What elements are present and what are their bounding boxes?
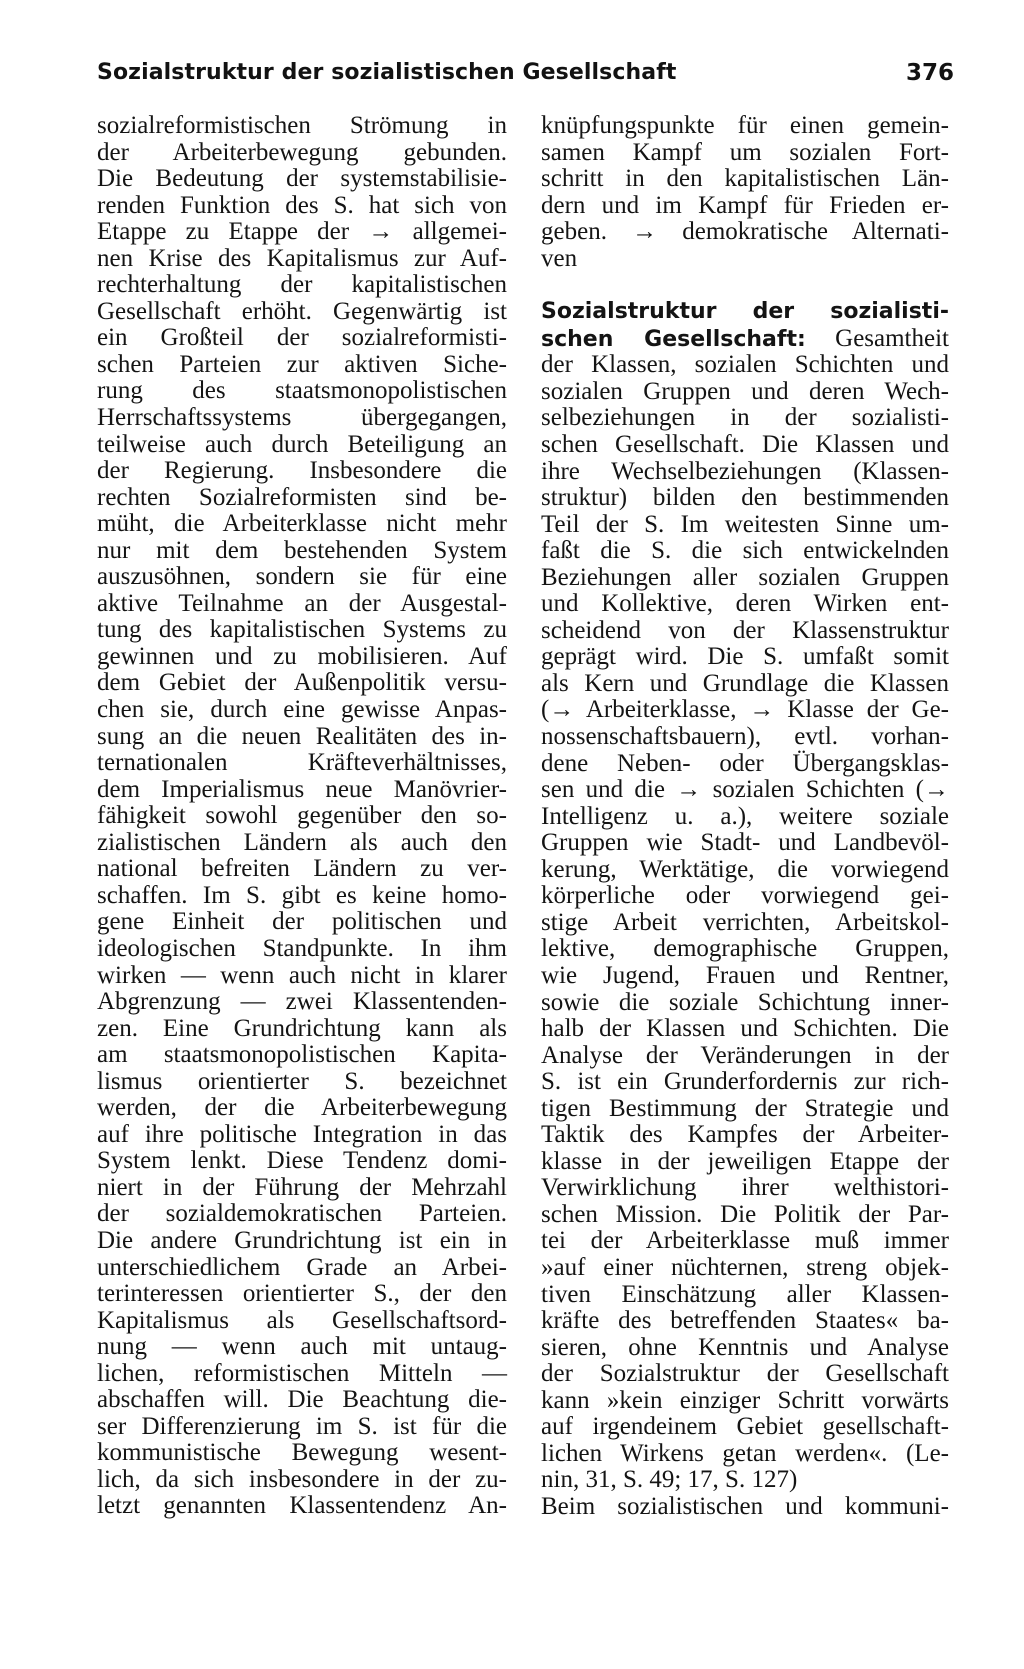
text-line: der sozialdemokratischen Parteien. xyxy=(97,1200,507,1228)
text-line: terinteressen orientierter S., der den xyxy=(97,1280,507,1308)
text-line: schaffen. Im S. gibt es keine homo- xyxy=(97,881,507,909)
text-line: dene Neben- oder Übergangsklas- xyxy=(541,749,949,777)
text-line: und Kollektive, deren Wirken ent- xyxy=(541,590,949,618)
entry-term-continued: schen Gesellschaft: xyxy=(541,326,806,352)
text-line: Taktik des Kampfes der Arbeiter- xyxy=(541,1121,949,1149)
text-line: S. ist ein Grunderfordernis zur rich- xyxy=(541,1068,949,1096)
text-line: ser Differenzierung im S. ist für die xyxy=(97,1412,507,1440)
text-line: der Regierung. Insbesondere die xyxy=(97,457,507,485)
text-line: letzt genannten Klassentendenz An- xyxy=(97,1492,507,1520)
entry-term-line xyxy=(541,326,949,353)
text-line: gene Einheit der politischen und xyxy=(97,908,507,936)
text-line: zialistischen Ländern als auch den xyxy=(97,828,507,856)
text-line: kerung, Werktätige, die vorwiegend xyxy=(541,855,949,883)
text-line: Etappe zu Etappe der → allgemei- xyxy=(97,218,507,246)
text-line: kommunistische Bewegung wesent- xyxy=(97,1439,507,1467)
text-line: tigen Bestimmung der Strategie und xyxy=(541,1094,949,1122)
text-line: sowie die soziale Schichtung inner- xyxy=(541,988,949,1016)
text-line: sozialreformistischen Strömung in xyxy=(97,112,507,139)
page-number: 376 xyxy=(905,60,954,86)
text-line: (→ Arbeiterklasse, → Klasse der Ge- xyxy=(541,696,949,724)
text-line: struktur) bilden den bestimmenden xyxy=(541,484,949,512)
text-line: sozialen Gruppen und deren Wech- xyxy=(541,377,949,405)
text-line: schen Parteien zur aktiven Siche- xyxy=(97,350,507,378)
text-line: renden Funktion des S. hat sich von xyxy=(97,191,507,219)
text-line: dern und im Kampf für Frieden er- xyxy=(541,191,949,219)
text-line: geprägt wird. Die S. umfaßt somit xyxy=(541,643,949,671)
text-line: knüpfungspunkte für einen gemein- xyxy=(541,112,949,139)
text-line: ternationalen Kräfteverhältnisses, xyxy=(97,749,507,777)
text-line: chen sie, durch eine gewisse Anpas- xyxy=(97,696,507,724)
running-title: Sozialstruktur der sozialistischen Gesellschaft xyxy=(97,60,677,85)
text-line: lismus orientierter S. bezeichnet xyxy=(97,1067,507,1095)
text-line: lichen, reformistischen Mitteln — xyxy=(97,1359,507,1387)
text-line: klasse in der jeweiligen Etappe der xyxy=(541,1147,949,1175)
text-line: dem Imperialismus neue Manövrier- xyxy=(97,775,507,803)
text-line: Die andere Grundrichtung ist ein in xyxy=(97,1226,507,1254)
text-line: sung an die neuen Realitäten des in- xyxy=(97,722,507,750)
text-line: Gesellschaft erhöht. Gegenwärtig ist xyxy=(97,297,507,325)
text-line: der Klassen, sozialen Schichten und xyxy=(541,351,949,379)
text-line: scheidend von der Klassenstruktur xyxy=(541,616,949,644)
text-line: schen Gesellschaft. Die Klassen und xyxy=(541,431,949,459)
text-line: der Sozialstruktur der Gesellschaft xyxy=(541,1360,949,1388)
text-line: national befreiten Ländern zu ver- xyxy=(97,855,507,883)
text-line: nur mit dem bestehenden System xyxy=(97,536,507,564)
entry-term: Sozialstruktur der sozialisti- xyxy=(541,299,949,325)
text-line: aktive Teilnahme an der Ausgestal- xyxy=(97,589,507,617)
text-line: Beziehungen aller sozialen Gruppen xyxy=(541,563,949,591)
left-column xyxy=(97,113,507,1520)
text-line: ven xyxy=(541,244,578,272)
text-line: kann »kein einziger Schritt vorwärts xyxy=(541,1386,949,1414)
text-line: Herrschaftssystems übergegangen, xyxy=(97,404,507,432)
text-line: halb der Klassen und Schichten. Die xyxy=(541,1015,949,1043)
text-line: selbeziehungen in der sozialisti- xyxy=(541,404,949,432)
text-line: tei der Arbeiterklasse muß immer xyxy=(541,1227,949,1255)
text-line: tung des kapitalistischen Systems zu xyxy=(97,616,507,644)
text-line: ein Großteil der sozialreformisti- xyxy=(97,324,507,352)
text-line: samen Kampf um sozialen Fort- xyxy=(541,138,949,166)
text-line: auszusöhnen, sondern sie für eine xyxy=(97,563,507,591)
text-line: ihre Wechselbeziehungen (Klassen- xyxy=(541,457,949,485)
text-line: nin, 31, S. 49; 17, S. 127) xyxy=(541,1466,798,1494)
text-line: rechterhaltung der kapitalistischen xyxy=(97,271,507,299)
text-line: niert in der Führung der Mehrzahl xyxy=(97,1173,507,1201)
text-line: fähigkeit sowohl gegenüber den so- xyxy=(97,802,507,830)
text-line: kräfte des betreffenden Staates« ba- xyxy=(541,1307,949,1335)
text-line: nossenschaftsbauern), evtl. vorhan- xyxy=(541,723,949,751)
text-line: am staatsmonopolistischen Kapita- xyxy=(97,1041,507,1069)
text-line: schen Mission. Die Politik der Par- xyxy=(541,1200,949,1228)
text-line: Abgrenzung — zwei Klassentenden- xyxy=(97,988,507,1016)
text-line: unterschiedlichem Grade an Arbei- xyxy=(97,1253,507,1281)
text-line: schritt in den kapitalistischen Län- xyxy=(541,165,949,193)
text-line: dem Gebiet der Außenpolitik versu- xyxy=(97,669,507,697)
text-line: wie Jugend, Frauen und Rentner, xyxy=(541,961,949,989)
text-line: Beim sozialistischen und kommuni- xyxy=(541,1492,949,1520)
text-line: Analyse der Veränderungen in der xyxy=(541,1041,949,1069)
text-line: als Kern und Grundlage die Klassen xyxy=(541,669,949,697)
text-line: auf irgendeinem Gebiet gesellschaft- xyxy=(541,1413,949,1441)
text-line: sen und die → sozialen Schichten (→ xyxy=(541,776,949,804)
text-line: Intelligenz u. a.), weitere soziale xyxy=(541,802,949,830)
text-line: Kapitalismus als Gesellschaftsord- xyxy=(97,1306,507,1334)
text-line: faßt die S. die sich entwickelnden xyxy=(541,537,949,565)
text-line: »auf einer nüchternen, streng objek- xyxy=(541,1253,949,1281)
text-line: tiven Einschätzung aller Klassen- xyxy=(541,1280,949,1308)
text-line: geben. → demokratische Alternati- xyxy=(541,218,949,246)
text-line: lichen Wirkens getan werden«. (Le- xyxy=(541,1439,949,1467)
text-line: körperliche oder vorwiegend gei- xyxy=(541,882,949,910)
text-line: sieren, ohne Kenntnis und Analyse xyxy=(541,1333,949,1361)
text-line: wirken — wenn auch nicht in klarer xyxy=(97,961,507,989)
text-line: Die Bedeutung der systemstabilisie- xyxy=(97,165,507,193)
text-line: lich, da sich insbesondere in der zu- xyxy=(97,1465,507,1493)
entry-separator xyxy=(541,272,949,299)
text-line: nung — wenn auch mit untaug- xyxy=(97,1333,507,1361)
text-line: stige Arbeit verrichten, Arbeitskol- xyxy=(541,908,949,936)
entry-definition-start: Gesamtheit xyxy=(835,324,949,352)
text-line: der Arbeiterbewegung gebunden. xyxy=(97,138,507,166)
text-line: rung des staatsmonopolistischen xyxy=(97,377,507,405)
text-line: System lenkt. Diese Tendenz domi- xyxy=(97,1147,507,1175)
text-line: auf ihre politische Integration in das xyxy=(97,1120,507,1148)
text-line: ideologischen Standpunkte. In ihm xyxy=(97,934,507,962)
text-line: Gruppen wie Stadt- und Landbevöl- xyxy=(541,829,949,857)
text-line: zen. Eine Grundrichtung kann als xyxy=(97,1014,507,1042)
text-line: gewinnen und zu mobilisieren. Auf xyxy=(97,642,507,670)
text-line: werden, der die Arbeiterbewegung xyxy=(97,1094,507,1122)
right-column xyxy=(541,113,949,1520)
text-line: lektive, demographische Gruppen, xyxy=(541,935,949,963)
text-line: abschaffen will. Die Beachtung die- xyxy=(97,1386,507,1414)
text-line: müht, die Arbeiterklasse nicht mehr xyxy=(97,510,507,538)
text-line: rechten Sozialreformisten sind be- xyxy=(97,483,507,511)
text-line: Teil der S. Im weitesten Sinne um- xyxy=(541,510,949,538)
text-line: Verwirklichung ihrer welthistori- xyxy=(541,1174,949,1202)
text-line: teilweise auch durch Beteiligung an xyxy=(97,430,507,458)
text-line: nen Krise des Kapitalismus zur Auf- xyxy=(97,244,507,272)
